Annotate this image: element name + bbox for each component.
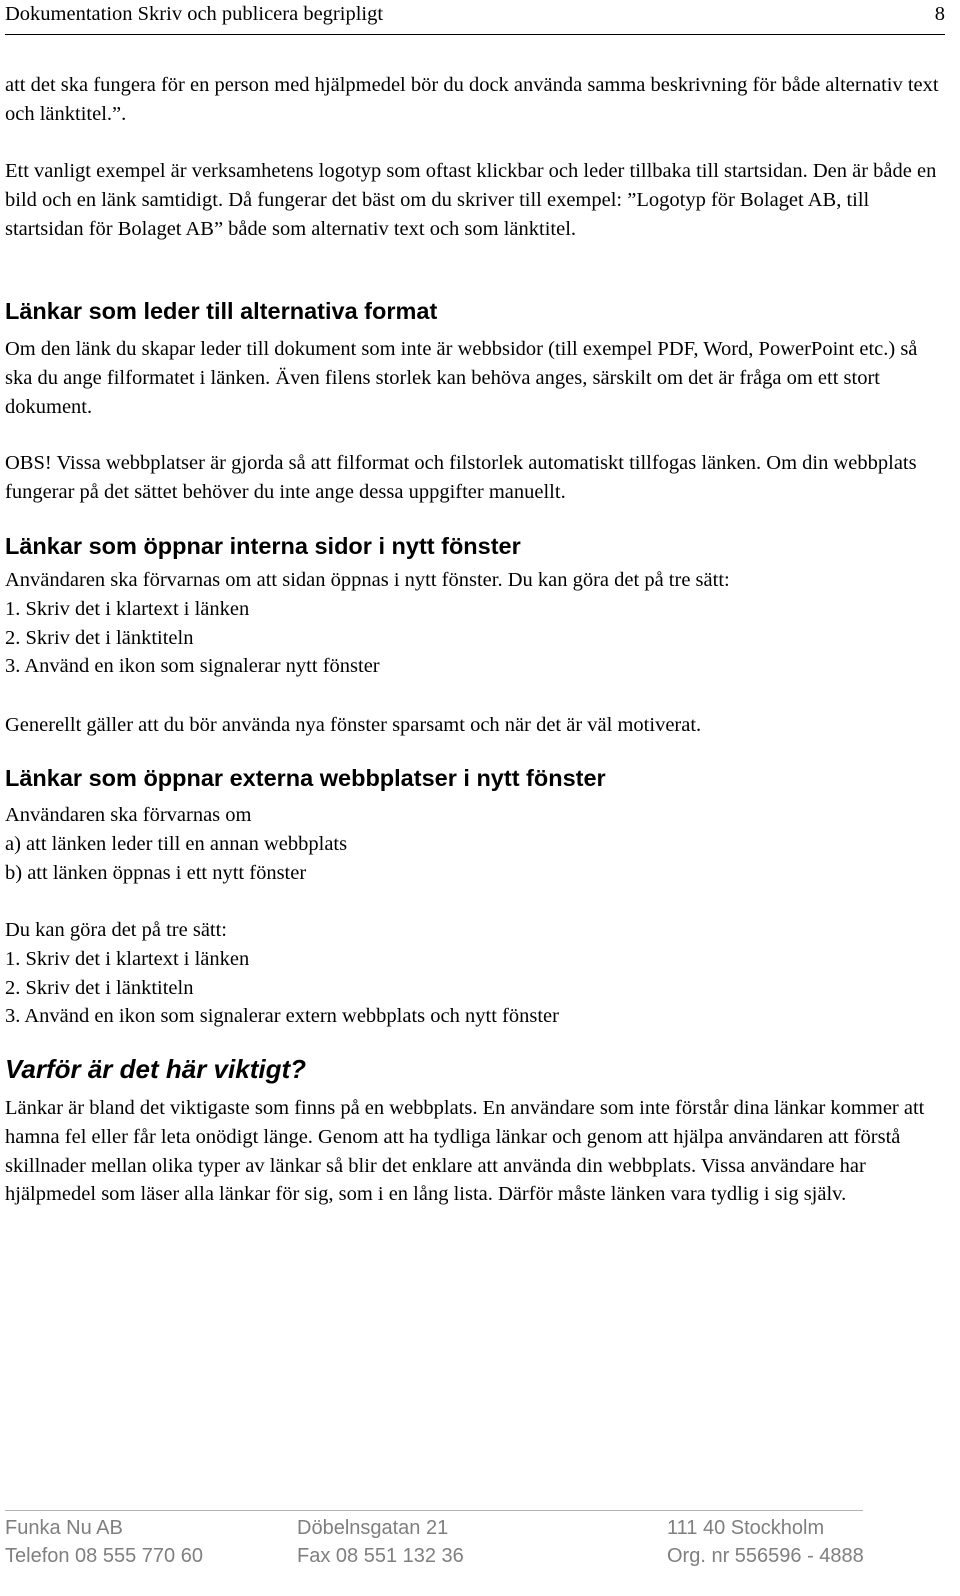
header-title: Dokumentation Skriv och publicera begripligt — [5, 3, 384, 25]
list-item: 2. Skriv det i länktiteln — [5, 976, 194, 999]
footer-fax: Fax 08 551 132 36 — [297, 1545, 464, 1567]
internal-list — [5, 566, 940, 681]
heading-why-important: Varför är det här viktigt? — [5, 1054, 306, 1084]
internal-paragraph-2 — [5, 711, 940, 740]
why-text: Länkar är bland det viktigaste som finns på en webbplats. En användare som inte förstår dina länkar kommer att hamna fel eller får leta onödigt länge. Genom att ha tydliga länkar och genom att hjälpa användaren att förstå skillnader mellan olika typer av länkar så blir det enklare att använda din webbplats. Vissa användare har hjälpmedel som läser alla länkar för sig, som i en lång lista. Därför måste länken vara tydlig i sig själv. — [5, 1097, 925, 1206]
external-list-a — [5, 801, 940, 887]
footer-street: Döbelnsgatan 21 — [297, 1517, 449, 1539]
internal-line: Användaren ska förvarnas om att sidan öppnas i nytt fönster. Du kan göra det på tre sätt: — [5, 569, 730, 591]
list-item: 3. Använd en ikon som signalerar extern webbplats och nytt fönster — [5, 1005, 559, 1028]
footer-column-company — [5, 1514, 203, 1570]
intro-paragraph-1 — [5, 71, 940, 129]
footer-city: 111 40 Stockholm — [667, 1517, 825, 1539]
list-item: 3. Använd en ikon som signalerar nytt fönster — [5, 655, 380, 678]
format-text-1: Om den länk du skapar leder till dokument som inte är webbsidor (till exempel PDF, Word, PowerPoint etc.) så ska du ange filformatet i länken. Även filens storlek kan behöva anges, särskilt om det är fråga om ett stort dokument. — [5, 338, 918, 418]
intro-text-2: Ett vanligt exempel är verksamhetens logotyp som oftast klickbar och leder tillbaka till startsidan. Den är både en bild och en länk samtidigt. Då fungerar det bäst om du skriver till exempel: ”Logotyp för Bolaget AB, till startsidan för Bolaget AB” både som alternativ text och som länktitel. — [5, 160, 937, 240]
list-item: 1. Skriv det i klartext i länken — [5, 597, 250, 620]
list-item: 1. Skriv det i klartext i länken — [5, 947, 250, 970]
page-number: 8 — [934, 3, 945, 25]
footer-phone: Telefon 08 555 770 60 — [5, 1545, 203, 1567]
intro-paragraph-2 — [5, 157, 940, 243]
list-item: b) att länken öppnas i ett nytt fönster — [5, 861, 307, 884]
footer-org-number: Org. nr 556596 - 4888 — [667, 1545, 864, 1567]
format-paragraph-1 — [5, 335, 940, 421]
heading-internal-new-window: Länkar som öppnar interna sidor i nytt fönster — [5, 533, 521, 559]
heading-external-new-window: Länkar som öppnar externa webbplatser i nytt fönster — [5, 765, 606, 791]
footer-column-address — [297, 1514, 464, 1570]
list-item: 2. Skriv det i länktiteln — [5, 626, 194, 649]
external-line: Användaren ska förvarnas om — [5, 804, 252, 826]
heading-alternative-formats: Länkar som leder till alternativa format — [5, 298, 438, 324]
format-paragraph-2 — [5, 449, 940, 507]
external-list-b — [5, 916, 940, 1031]
external-line: Du kan göra det på tre sätt: — [5, 919, 228, 941]
internal-text-2: Generellt gäller att du bör använda nya fönster sparsamt och när det är väl motiverat. — [5, 714, 702, 736]
why-paragraph — [5, 1094, 940, 1209]
list-item: a) att länken leder till en annan webbplats — [5, 832, 348, 855]
footer-column-city — [667, 1514, 864, 1570]
page-header — [5, 0, 945, 32]
footer-divider — [5, 1510, 863, 1511]
footer-company: Funka Nu AB — [5, 1517, 123, 1539]
intro-text-1: att det ska fungera för en person med hjälpmedel bör du dock använda samma beskrivning för både alternativ text och länktitel.”. — [5, 74, 939, 125]
format-text-2: OBS! Vissa webbplatser är gjorda så att filformat och filstorlek automatiskt tillfogas länken. Om din webbplats fungerar på det sättet behöver du inte ange dessa uppgifter manuellt. — [5, 452, 917, 503]
header-divider — [5, 34, 945, 35]
